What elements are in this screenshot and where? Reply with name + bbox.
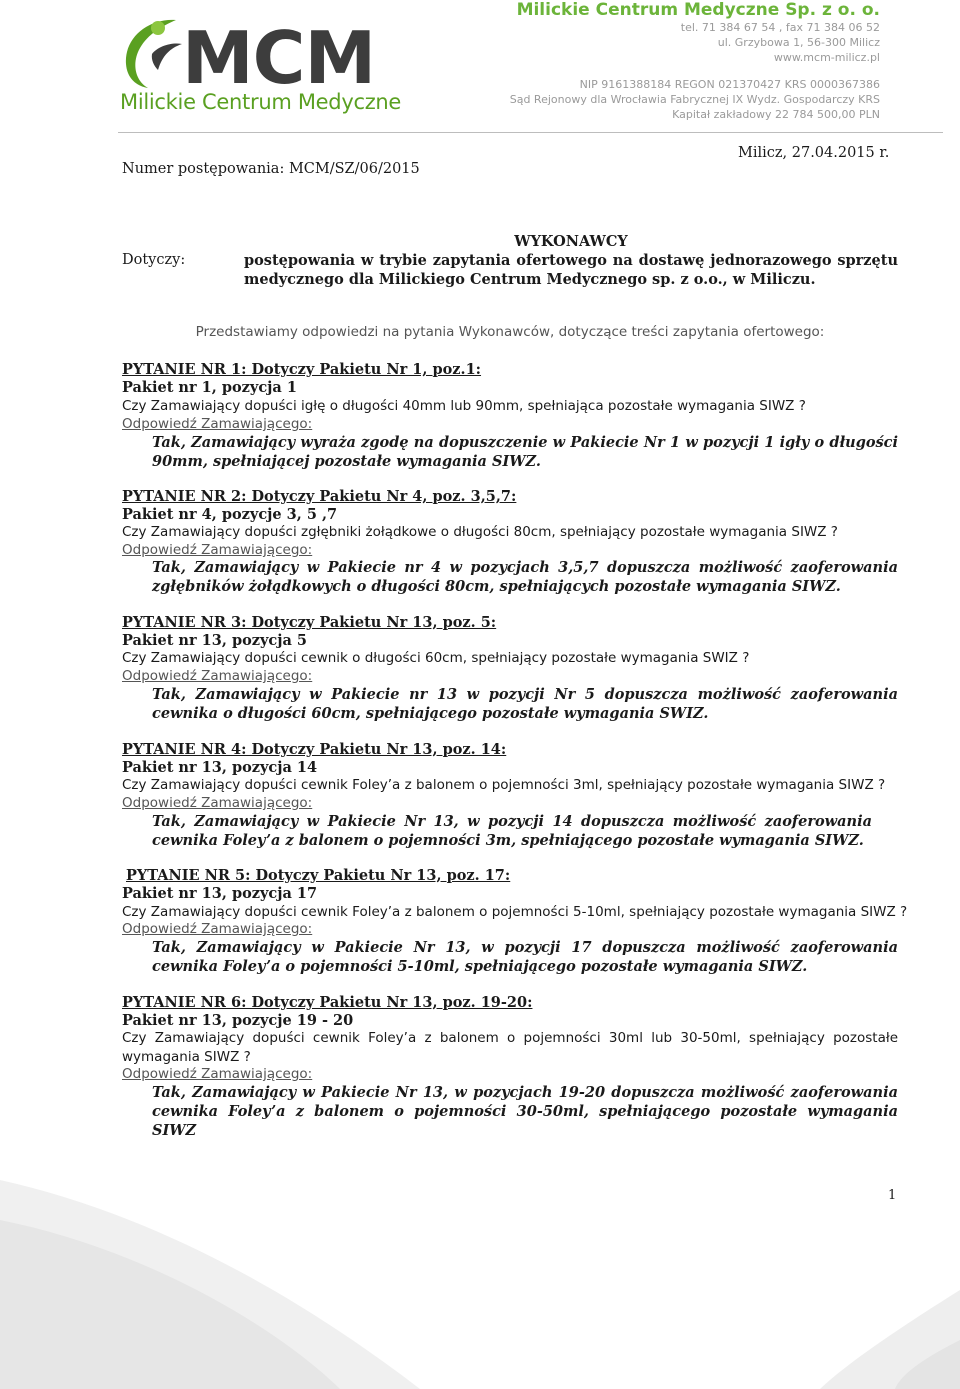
question-2-text: Czy Zamawiający dopuści zgłębniki żołądkowe o długości 80cm, spełniający pozostałe wymagania SIWZ ?	[122, 524, 838, 540]
subject-text: postępowania w trybie zapytania ofertowego na dostawę jednorazowego sprzętu medycznego dla Milickiego Centrum Medycznego sp. z o.o., w Miliczu.	[244, 252, 898, 288]
registry-ids: NIP 9161388184 REGON 021370427 KRS 0000367386	[579, 78, 880, 91]
question-1-text: Czy Zamawiający dopuści igłę o długości 40mm lub 90mm, spełniająca pozostałe wymagania SIWZ ?	[122, 398, 806, 414]
question-4-text: Czy Zamawiający dopuści cewnik Foley’a z balonem o pojemności 3ml, spełniający pozostałe wymagania SIWZ ?	[122, 777, 886, 793]
intro-text: Przedstawiamy odpowiedzi na pytania Wykonawców, dotyczące treści zapytania ofertowego:	[195, 324, 825, 340]
question-3-package: Pakiet nr 13, pozycja 5	[122, 632, 308, 649]
question-5-text: Czy Zamawiający dopuści cewnik Foley’a z balonem o pojemności 5-10ml, spełniający pozostałe wymagania SIWZ ?	[122, 904, 908, 920]
question-5-package: Pakiet nr 13, pozycja 17	[122, 885, 318, 902]
question-5-response-label: Odpowiedź Zamawiającego:	[122, 921, 313, 937]
question-5-answer: Tak, Zamawiający w Pakiecie Nr 13, w pozycji 17 dopuszcza możliwość zaoferowania cewnika Foley’a o pojemności 5-10ml, spełniającego pozostałe wymagania SIWZ.	[152, 939, 898, 975]
question-4-response-label: Odpowiedź Zamawiającego:	[122, 795, 313, 811]
footer-swoosh-decoration	[0, 1180, 960, 1389]
document-date: Milicz, 27.04.2015 r.	[738, 145, 890, 161]
mcm-logo	[118, 14, 418, 114]
question-6-answer: Tak, Zamawiający w Pakiecie Nr 13, w pozycjach 19-20 dopuszcza możliwość zaoferowania cewnika Foley’a z balonem o pojemności 30-50ml, spełniającego pozostałe wymagania SIWZ	[152, 1084, 898, 1139]
registry-court: Sąd Rejonowy dla Wrocławia Fabrycznej IX Wydz. Gospodarczy KRS	[509, 93, 880, 106]
question-6-response-label: Odpowiedź Zamawiającego:	[122, 1066, 313, 1082]
logo-swoosh-icon	[118, 14, 188, 90]
company-info	[510, 0, 880, 122]
question-3-title: PYTANIE NR 3: Dotyczy Pakietu Nr 13, poz. 5:	[122, 614, 497, 631]
subject-label: Dotyczy:	[122, 252, 186, 268]
header-divider	[118, 132, 943, 133]
question-1-package: Pakiet nr 1, pozycja 1	[122, 379, 297, 396]
question-5-title: PYTANIE NR 5: Dotyczy Pakietu Nr 13, poz. 17:	[126, 867, 511, 884]
question-6-package: Pakiet nr 13, pozycje 19 - 20	[122, 1012, 354, 1029]
question-2-response-label: Odpowiedź Zamawiającego:	[122, 542, 313, 558]
registry-capital: Kapitał zakładowy 22 784 500,00 PLN	[672, 108, 880, 121]
question-6-title: PYTANIE NR 6: Dotyczy Pakietu Nr 13, poz. 19-20:	[122, 994, 533, 1011]
contact-phone: tel. 71 384 67 54 , fax 71 384 06 52	[680, 21, 880, 34]
question-3-response-label: Odpowiedź Zamawiającego:	[122, 668, 313, 684]
question-4-title: PYTANIE NR 4: Dotyczy Pakietu Nr 13, poz. 14:	[122, 741, 507, 758]
question-4-package: Pakiet nr 13, pozycja 14	[122, 759, 318, 776]
question-6-text: Czy Zamawiający dopuści cewnik Foley’a z balonem o pojemności 30ml lub 30-50ml, spełniający pozostałe wymagania SIWZ ?	[122, 1030, 898, 1065]
question-1-response-label: Odpowiedź Zamawiającego:	[122, 416, 313, 432]
logo-text: MCM	[182, 16, 376, 100]
company-name: Milickie Centrum Medyczne Sp. z o. o.	[516, 0, 880, 20]
question-3-text: Czy Zamawiający dopuści cewnik o długości 60cm, spełniający pozostałe wymagania SWIZ ?	[122, 650, 750, 666]
question-3-answer: Tak, Zamawiający w Pakiecie nr 13 w pozycji Nr 5 dopuszcza możliwość zaoferowania cewnika o długości 60cm, spełniającego pozostałe wymagania SWIZ.	[152, 686, 898, 722]
question-4-answer: Tak, Zamawiający w Pakiecie Nr 13, w pozycji 14 dopuszcza możliwość zaoferowania cewnika Foley’a z balonem o pojemności 3m, spełniającego pozostałe wymagania SIWZ.	[152, 813, 872, 849]
question-2-answer: Tak, Zamawiający w Pakiecie nr 4 w pozycjach 3,5,7 dopuszcza możliwość zaoferowania zgłębników żołądkowych o długości 80cm, spełniających pozostałe wymagania SIWZ.	[152, 559, 898, 595]
reference-number: Numer postępowania: MCM/SZ/06/2015	[122, 161, 420, 177]
question-1-title: PYTANIE NR 1: Dotyczy Pakietu Nr 1, poz.1:	[122, 361, 482, 378]
recipient: WYKONAWCY	[514, 233, 628, 250]
contact-address: ul. Grzybowa 1, 56-300 Milicz	[717, 36, 880, 49]
logo-subtitle: Milickie Centrum Medyczne	[120, 90, 402, 114]
question-2-package: Pakiet nr 4, pozycje 3, 5 ,7	[122, 506, 338, 523]
question-2-title: PYTANIE NR 2: Dotyczy Pakietu Nr 4, poz. 3,5,7:	[122, 488, 517, 505]
contact-website: www.mcm-milicz.pl	[773, 51, 880, 64]
question-1-answer: Tak, Zamawiający wyraża zgodę na dopuszczenie w Pakiecie Nr 1 w pozycji 1 igły o długości 90mm, spełniającej pozostałe wymagania SIWZ.	[152, 434, 898, 470]
page-number: 1	[888, 1188, 897, 1203]
